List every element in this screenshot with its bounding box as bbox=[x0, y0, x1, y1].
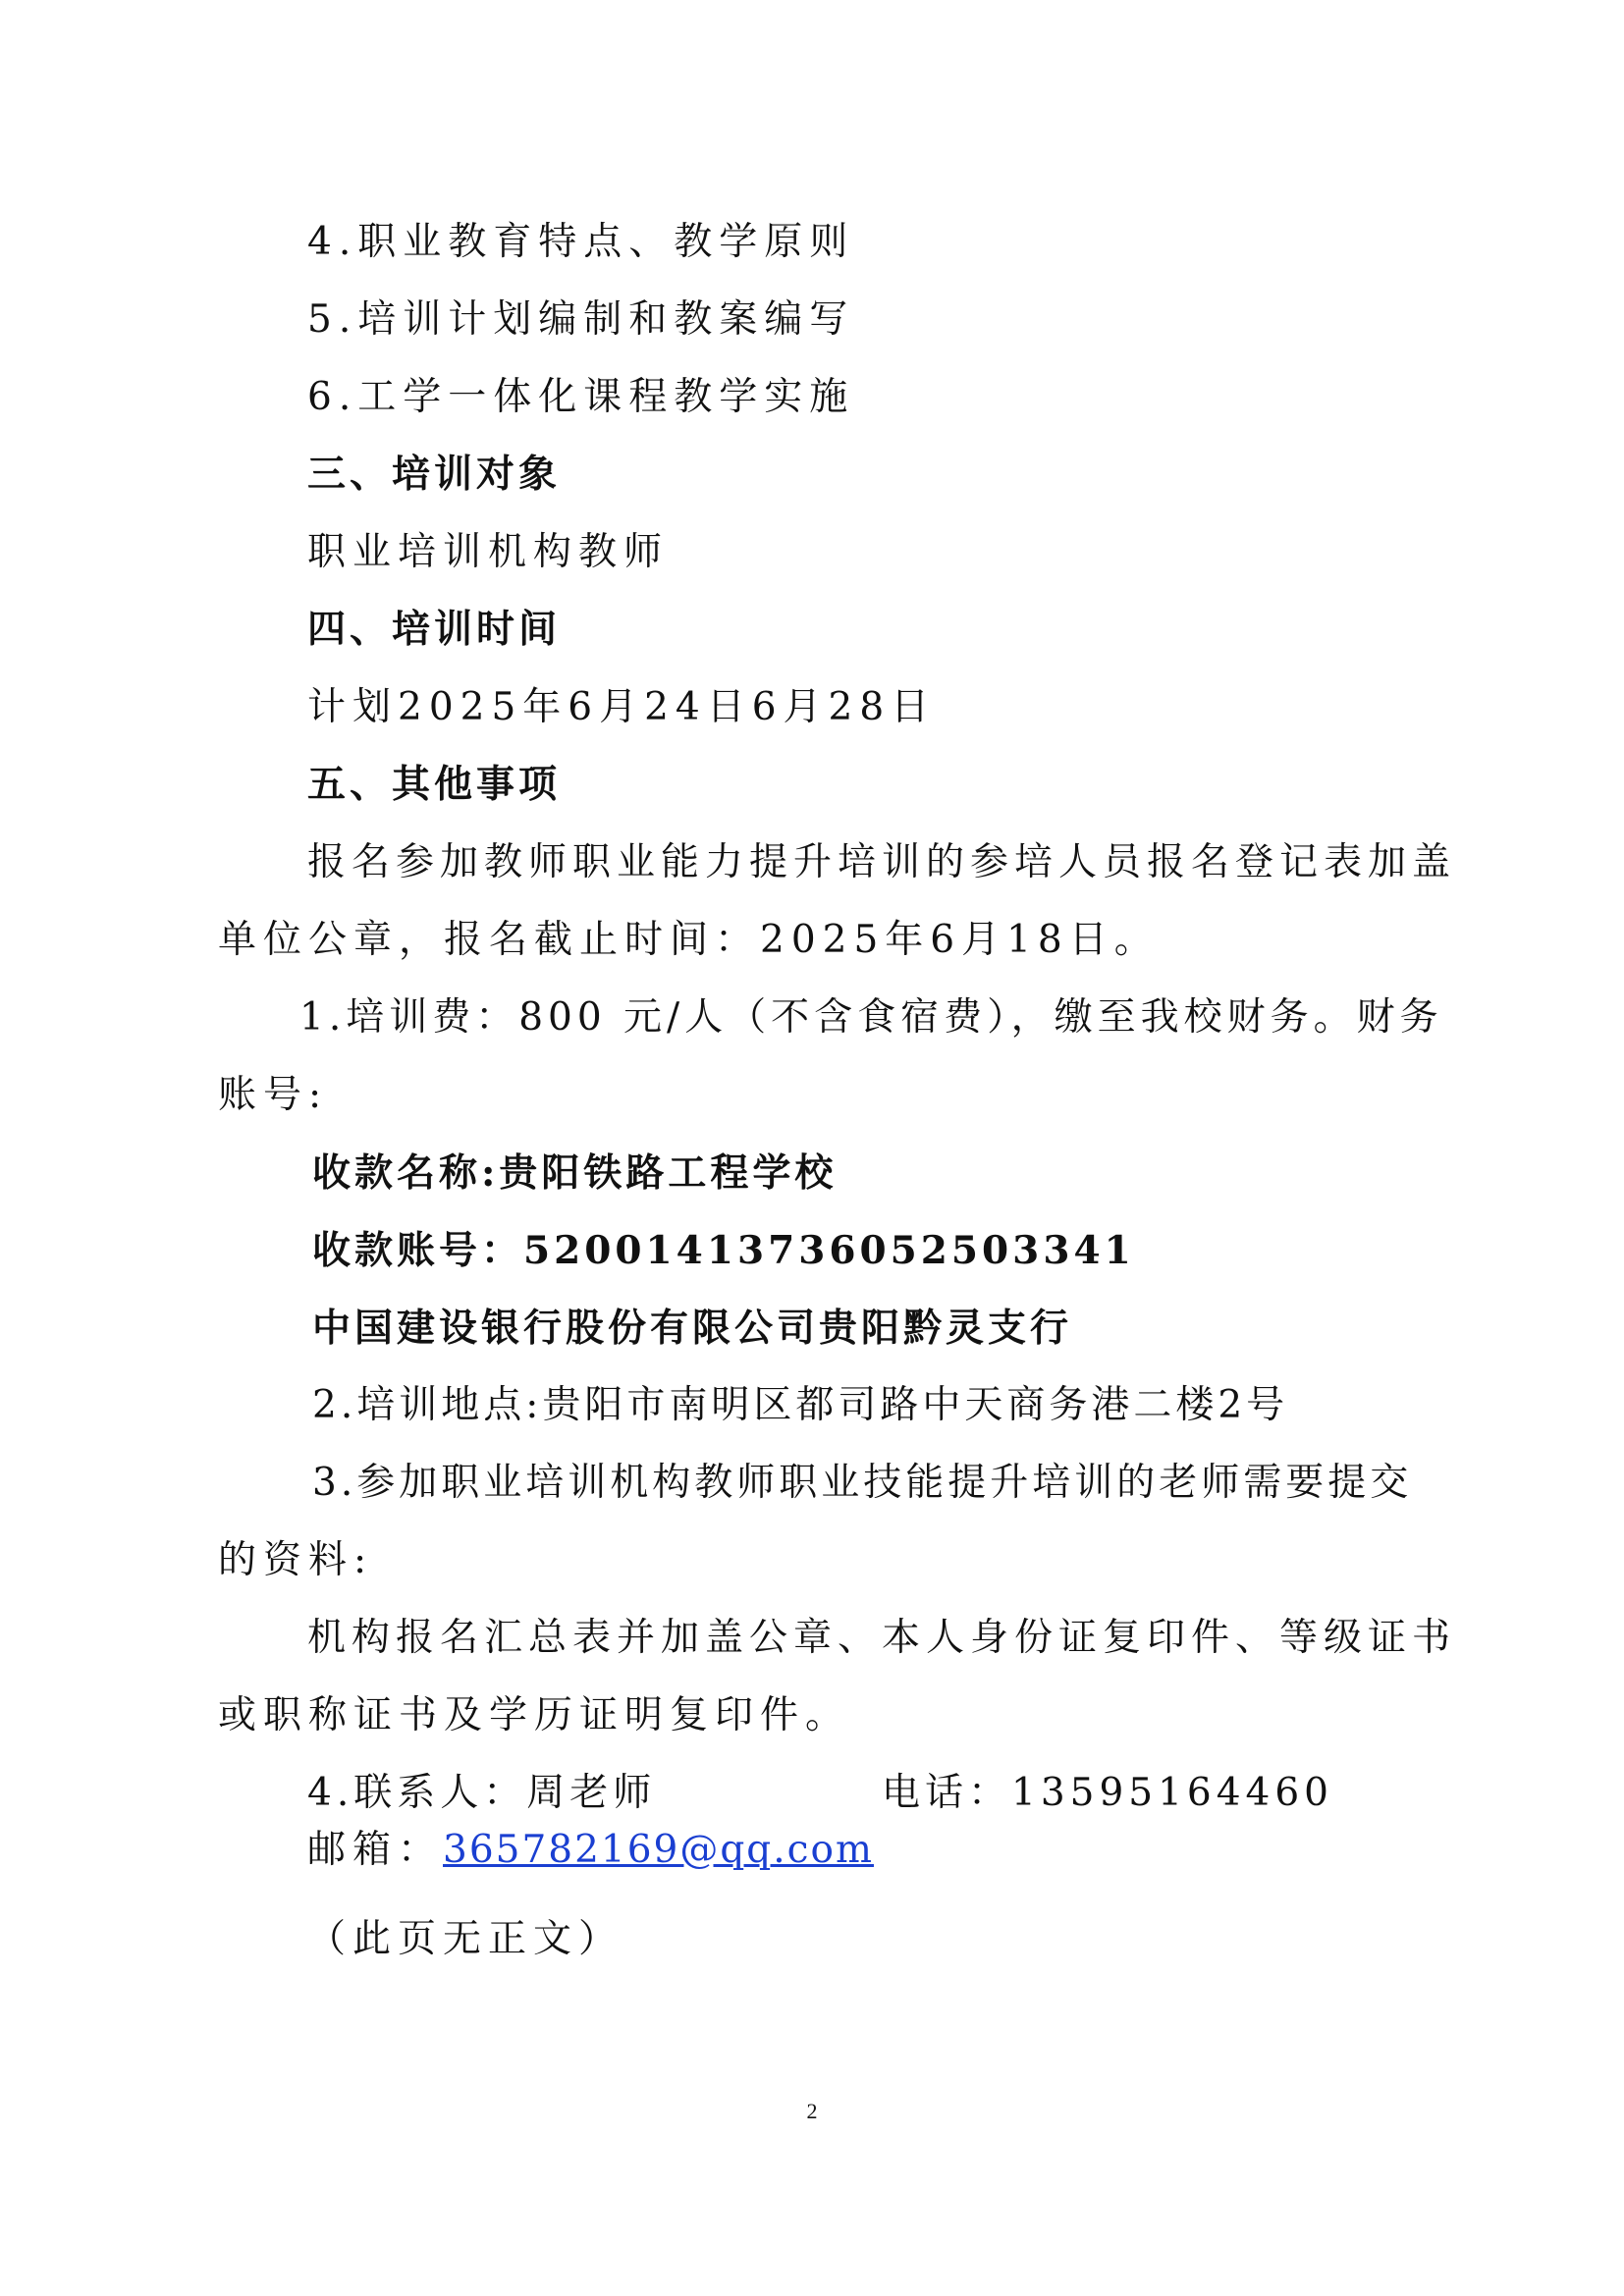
item-5: 5.培训计划编制和教案编写 bbox=[307, 297, 855, 342]
fee-line1: 1.培训费：800 元/人（不含食宿费），缴至我校财务。财务 bbox=[299, 995, 1443, 1040]
section-3-text: 职业培训机构教师 bbox=[307, 530, 670, 574]
documents-line1: 机构报名汇总表并加盖公章、本人身份证复印件、等级证书 bbox=[307, 1616, 1457, 1660]
email-label: 邮箱： bbox=[307, 1828, 444, 1872]
fee-line2: 账号: bbox=[218, 1073, 329, 1117]
training-location: 2.培训地点:贵阳市南明区都司路中天商务港二楼2号 bbox=[312, 1383, 1289, 1427]
item-4: 4.职业教育特点、教学原则 bbox=[307, 220, 855, 264]
item-6: 6.工学一体化课程教学实施 bbox=[307, 375, 855, 419]
documents-line2: 或职称证书及学历证明复印件。 bbox=[218, 1693, 851, 1737]
section-4-text: 计划2025年6月24日6月28日 bbox=[307, 685, 937, 729]
email-link[interactable]: 365782169@qq.com bbox=[443, 1828, 874, 1872]
registration-para-line2: 单位公章，报名截止时间：2025年6月18日。 bbox=[218, 918, 1160, 962]
section-5-heading: 五、其他事项 bbox=[307, 763, 562, 807]
page-number: 2 bbox=[806, 2099, 818, 2123]
registration-para-line1: 报名参加教师职业能力提升培训的参培人员报名登记表加盖 bbox=[307, 840, 1457, 884]
section-3-heading: 三、培训对象 bbox=[307, 453, 562, 497]
contact-phone: 电话：13595164460 bbox=[882, 1771, 1333, 1815]
contact-person: 4.联系人：周老师 bbox=[307, 1771, 657, 1815]
section-4-heading: 四、培训时间 bbox=[307, 608, 562, 652]
materials-line2: 的资料: bbox=[218, 1538, 374, 1582]
bank-name: 中国建设银行股份有限公司贵阳黔灵支行 bbox=[312, 1306, 1073, 1351]
payee-account: 收款账号：52001413736052503341 bbox=[312, 1228, 1135, 1273]
materials-line1: 3.参加职业培训机构教师职业技能提升培训的老师需要提交 bbox=[312, 1461, 1413, 1505]
email-row bbox=[307, 1827, 874, 1874]
no-body-note: （此页无正文） bbox=[307, 1917, 624, 1961]
payee-name: 收款名称:贵阳铁路工程学校 bbox=[312, 1150, 838, 1196]
